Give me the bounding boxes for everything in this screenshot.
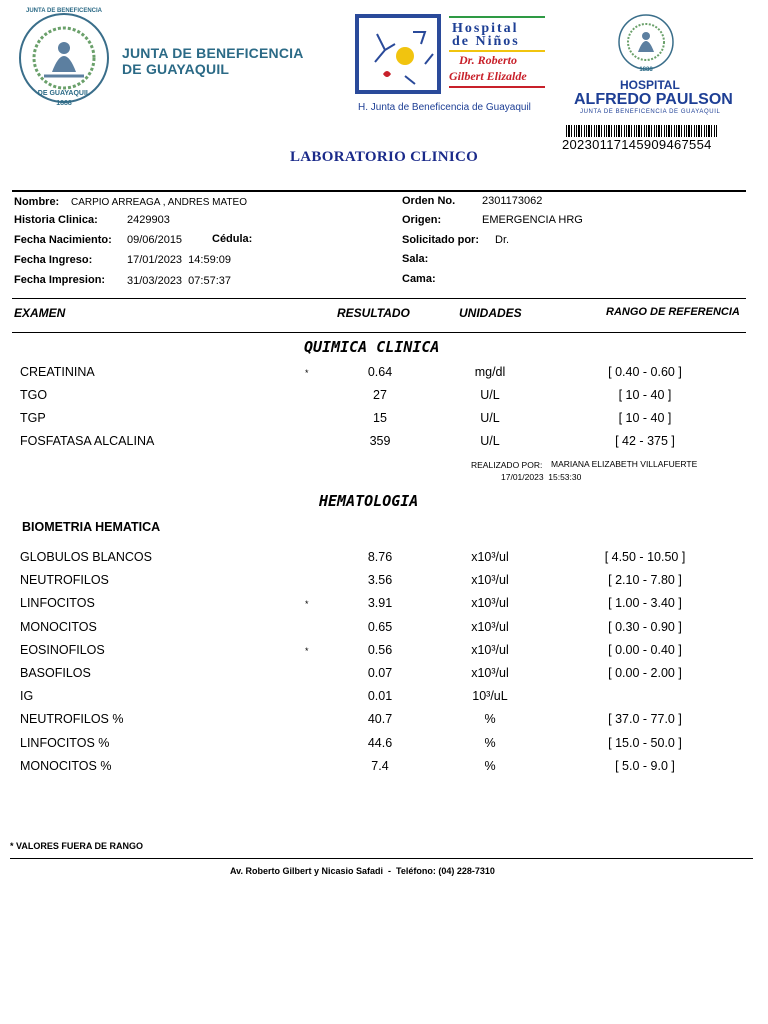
unit-value: x10³/ul <box>471 596 509 611</box>
hospital-ninos-green-bar <box>449 16 545 18</box>
hematologia-title: HEMATOLOGIA <box>319 492 419 510</box>
historia-value: 2429903 <box>127 214 170 226</box>
result-value: 27 <box>373 388 387 402</box>
impresion-label: Fecha Impresion: <box>14 274 106 286</box>
realizado-fecha: 17/01/2023 15:53:30 <box>501 472 582 482</box>
col-examen: EXAMEN <box>14 306 66 320</box>
hospital-ninos-yellow-bar <box>449 50 545 52</box>
unit-value: U/L <box>480 411 500 425</box>
reference-range: [ 0.00 - 0.40 ] <box>608 642 682 657</box>
reference-range: [ 10 - 40 ] <box>618 388 672 402</box>
exam-name: NEUTROFILOS <box>20 573 109 588</box>
exam-name: TGO <box>20 388 48 402</box>
top-rule <box>12 190 746 192</box>
hospital-ninos-line1: Hospital <box>452 21 519 36</box>
result-row <box>0 759 768 779</box>
result-row <box>0 689 768 709</box>
result-value: 40.7 <box>367 712 393 727</box>
nacimiento-label: Fecha Nacimiento: <box>14 234 112 246</box>
result-value: 0.65 <box>367 619 393 634</box>
exam-name: IG <box>20 689 34 704</box>
children-drawing-icon <box>355 14 441 94</box>
result-row <box>0 573 768 593</box>
solicitado-label: Solicitado por: <box>402 234 479 246</box>
hospital-ninos-logo <box>355 14 555 116</box>
biometria-subtitle: BIOMETRIA HEMATICA <box>22 520 161 534</box>
unit-value: U/L <box>480 434 500 448</box>
orden-value: 2301173062 <box>482 195 543 207</box>
exam-name: BASOFILOS <box>20 666 91 680</box>
unit-value: x10³/ul <box>471 550 509 564</box>
result-value: 44.6 <box>367 735 393 750</box>
exam-name: TGP <box>20 411 46 425</box>
address-line: Av. Roberto Gilbert y Nicasio Safadi - Teléfono: (04) 228-7310 <box>230 866 495 876</box>
unit-value: x10³/ul <box>471 619 509 634</box>
reference-range: [ 37.0 - 77.0 ] <box>608 712 682 727</box>
reference-range: [ 4.50 - 10.50 ] <box>604 550 686 564</box>
result-row <box>0 643 768 663</box>
unit-value: x10³/ul <box>471 666 509 680</box>
unit-value: 10³/uL <box>472 689 508 704</box>
realizado-por: MARIANA ELIZABETH VILLAFUERTE <box>551 459 698 469</box>
junta-seal-bottom-text: DE GUAYAQUIL <box>37 90 91 97</box>
junta-name-line1: JUNTA DE BENEFICENCIA <box>122 45 304 61</box>
result-row <box>0 411 768 431</box>
unit-value: x10³/ul <box>471 642 509 657</box>
exam-name: MONOCITOS % <box>20 758 112 773</box>
realizado-label: REALIZADO POR: <box>471 460 543 470</box>
exam-name: LINFOCITOS <box>20 596 95 611</box>
result-row <box>0 712 768 732</box>
hospital-ninos-red-bar <box>449 86 545 88</box>
paulson-line3: JUNTA DE BENEFICENCIA DE GUAYAQUIL <box>580 109 721 115</box>
paulson-seal-year: 1888 <box>639 67 653 73</box>
reference-range: [ 5.0 - 9.0 ] <box>615 758 675 773</box>
exam-name: CREATININA <box>20 365 95 379</box>
result-row <box>0 620 768 640</box>
hospital-ninos-line3: Dr. Roberto <box>459 53 518 67</box>
junta-seal-year: 1888 <box>56 100 72 107</box>
exam-name: GLOBULOS BLANCOS <box>20 550 152 564</box>
result-row <box>0 596 768 616</box>
exam-name: EOSINOFILOS <box>20 642 105 657</box>
cedula-label: Cédula: <box>212 233 253 245</box>
result-row <box>0 736 768 756</box>
exam-name: NEUTROFILOS % <box>20 712 124 727</box>
result-row <box>0 550 768 570</box>
result-value: 8.76 <box>367 550 393 564</box>
orden-label: Orden No. <box>402 195 456 207</box>
unit-value: U/L <box>480 388 500 402</box>
alfredo-paulson-logo <box>566 12 746 122</box>
barcode-number: 20230117145909467554 <box>562 137 712 152</box>
nacimiento-value: 09/06/2015 <box>127 234 183 246</box>
reference-range: [ 2.10 - 7.80 ] <box>608 573 682 588</box>
origen-value: EMERGENCIA HRG <box>482 214 583 226</box>
col-resultado: RESULTADO <box>337 306 410 320</box>
paulson-seal-icon <box>616 12 676 72</box>
fuera-rango-note: * VALORES FUERA DE RANGO <box>10 841 144 851</box>
result-value: 0.56 <box>367 642 393 657</box>
hospital-ninos-caption: H. Junta de Beneficencia de Guayaquil <box>358 102 531 113</box>
unit-value: % <box>484 712 496 727</box>
reference-range: [ 15.0 - 50.0 ] <box>608 735 682 750</box>
origen-label: Origen: <box>402 214 442 226</box>
result-value: 0.01 <box>367 689 393 704</box>
barcode-icon <box>566 125 718 137</box>
patient-rule <box>12 298 746 299</box>
junta-logo <box>14 8 304 110</box>
reference-range: [ 42 - 375 ] <box>615 434 675 448</box>
result-row <box>0 434 768 454</box>
result-row <box>0 666 768 686</box>
col-rango: RANGO DE REFERENCIA <box>606 306 740 318</box>
paulson-line1: HOSPITAL <box>620 78 680 92</box>
result-value: 0.07 <box>367 666 393 680</box>
col-unidades: UNIDADES <box>459 306 522 320</box>
hospital-ninos-line2: de Niños <box>452 34 520 49</box>
result-value: 7.4 <box>371 758 389 773</box>
sala-label: Sala: <box>402 253 429 265</box>
ingreso-label: Fecha Ingreso: <box>14 254 93 266</box>
impresion-value: 31/03/2023 07:57:37 <box>127 275 231 287</box>
historia-label: Historia Clinica: <box>14 214 98 226</box>
page-title: LABORATORIO CLINICO <box>290 149 479 165</box>
result-value: 15 <box>373 411 387 425</box>
hospital-ninos-line4: Gilbert Elizalde <box>449 69 527 83</box>
unit-value: % <box>484 735 496 750</box>
junta-name-line2: DE GUAYAQUIL <box>122 61 230 77</box>
unit-value: mg/dl <box>474 365 506 379</box>
ingreso-value: 17/01/2023 14:59:09 <box>127 254 231 266</box>
nombre-value: CARPIO ARREAGA , ANDRES MATEO <box>71 197 247 208</box>
reference-range: [ 10 - 40 ] <box>618 411 672 425</box>
reference-range: [ 0.40 - 0.60 ] <box>608 365 682 379</box>
footer-rule <box>10 858 753 859</box>
unit-value: % <box>484 758 496 773</box>
out-of-range-flag: * <box>305 368 309 378</box>
result-value: 0.64 <box>367 365 393 379</box>
quimica-title: QUIMICA CLINICA <box>304 338 440 356</box>
header-rule <box>12 332 746 333</box>
out-of-range-flag: * <box>305 645 309 656</box>
junta-seal-top-text: JUNTA DE BENEFICENCIA <box>25 8 102 14</box>
exam-name: FOSFATASA ALCALINA <box>20 434 155 448</box>
solicitado-value: Dr. <box>495 234 510 246</box>
result-value: 3.91 <box>367 596 393 611</box>
result-value: 359 <box>369 434 391 448</box>
exam-name: LINFOCITOS % <box>20 735 110 750</box>
result-row <box>0 388 768 408</box>
paulson-line2: ALFREDO PAULSON <box>574 91 733 108</box>
unit-value: x10³/ul <box>471 573 509 588</box>
reference-range: [ 0.30 - 0.90 ] <box>608 619 682 634</box>
result-row <box>0 365 768 385</box>
nombre-label: Nombre: <box>14 196 60 208</box>
result-value: 3.56 <box>367 573 393 588</box>
cama-label: Cama: <box>402 273 436 285</box>
reference-range: [ 1.00 - 3.40 ] <box>608 596 682 611</box>
reference-range: [ 0.00 - 2.00 ] <box>608 666 682 680</box>
exam-name: MONOCITOS <box>20 619 97 634</box>
out-of-range-flag: * <box>305 599 309 610</box>
